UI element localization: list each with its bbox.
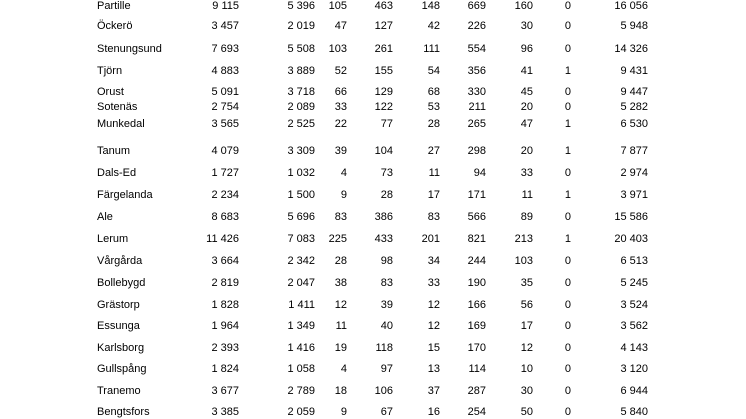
value-cell: 105 xyxy=(328,0,347,12)
value-cell: 11 xyxy=(428,167,440,179)
value-cell: 566 xyxy=(467,211,486,223)
value-cell: 5 696 xyxy=(287,211,315,223)
value-cell: 38 xyxy=(334,277,347,289)
municipality-name: Partille xyxy=(97,0,131,12)
value-cell: 12 xyxy=(334,299,347,311)
value-cell: 2 525 xyxy=(287,118,315,130)
table-row xyxy=(0,117,746,131)
value-cell: 1 xyxy=(564,118,571,130)
value-cell: 6 944 xyxy=(620,385,648,397)
value-cell: 5 245 xyxy=(620,277,648,289)
municipality-name: Ale xyxy=(97,211,113,223)
municipality-name: Tranemo xyxy=(97,385,141,397)
value-cell: 17 xyxy=(427,189,440,201)
value-cell: 244 xyxy=(467,255,486,267)
value-cell: 2 789 xyxy=(287,385,315,397)
value-cell: 16 056 xyxy=(614,0,648,12)
value-cell: 265 xyxy=(467,118,486,130)
value-cell: 5 396 xyxy=(287,0,315,12)
value-cell: 213 xyxy=(514,233,533,245)
value-cell: 9 xyxy=(340,189,347,201)
value-cell: 3 565 xyxy=(211,118,239,130)
value-cell: 0 xyxy=(564,20,571,32)
value-cell: 2 754 xyxy=(211,101,239,113)
value-cell: 13 xyxy=(427,363,440,375)
value-cell: 5 948 xyxy=(620,20,648,32)
value-cell: 73 xyxy=(380,167,393,179)
value-cell: 5 091 xyxy=(211,86,239,98)
table-row xyxy=(0,144,746,158)
value-cell: 463 xyxy=(374,0,393,12)
value-cell: 201 xyxy=(421,233,440,245)
municipality-name: Essunga xyxy=(97,320,140,332)
value-cell: 37 xyxy=(427,385,440,397)
value-cell: 96 xyxy=(520,43,533,55)
municipality-name: Dals-Ed xyxy=(97,167,137,179)
value-cell: 148 xyxy=(421,0,440,12)
table-row xyxy=(0,188,746,202)
value-cell: 2 089 xyxy=(287,101,315,113)
value-cell: 28 xyxy=(334,255,347,267)
value-cell: 47 xyxy=(334,20,347,32)
value-cell: 39 xyxy=(334,145,347,157)
value-cell: 3 457 xyxy=(211,20,239,32)
value-cell: 5 508 xyxy=(287,43,315,55)
value-cell: 111 xyxy=(423,43,440,55)
value-cell: 34 xyxy=(427,255,440,267)
table-row xyxy=(0,319,746,333)
value-cell: 39 xyxy=(380,299,393,311)
value-cell: 42 xyxy=(427,20,440,32)
municipality-name: Orust xyxy=(97,86,124,98)
value-cell: 28 xyxy=(380,189,393,201)
municipality-name: Tjörn xyxy=(97,65,123,77)
value-cell: 28 xyxy=(427,118,440,130)
value-cell: 166 xyxy=(467,299,486,311)
value-cell: 225 xyxy=(328,233,347,245)
value-cell: 17 xyxy=(520,320,533,332)
table-row xyxy=(0,100,746,114)
municipality-name: Öckerö xyxy=(97,20,133,32)
value-cell: 0 xyxy=(564,0,571,12)
value-cell: 54 xyxy=(427,65,440,77)
value-cell: 4 xyxy=(340,167,347,179)
value-cell: 226 xyxy=(467,20,486,32)
value-cell: 1 411 xyxy=(288,299,315,311)
value-cell: 11 xyxy=(521,189,533,201)
value-cell: 3 889 xyxy=(287,65,315,77)
value-cell: 0 xyxy=(564,211,571,223)
value-cell: 2 234 xyxy=(211,189,239,201)
value-cell: 33 xyxy=(520,167,533,179)
value-cell: 35 xyxy=(520,277,533,289)
value-cell: 4 079 xyxy=(211,145,239,157)
value-cell: 298 xyxy=(467,145,486,157)
value-cell: 1 032 xyxy=(287,167,315,179)
value-cell: 821 xyxy=(467,233,486,245)
value-cell: 2 974 xyxy=(620,167,648,179)
municipality-name: Gullspång xyxy=(97,363,147,375)
value-cell: 261 xyxy=(374,43,393,55)
value-cell: 2 342 xyxy=(287,255,315,267)
table-row xyxy=(0,405,746,419)
value-cell: 52 xyxy=(334,65,347,77)
value-cell: 77 xyxy=(380,118,393,130)
value-cell: 53 xyxy=(427,101,440,113)
value-cell: 160 xyxy=(514,0,533,12)
value-cell: 1 058 xyxy=(287,363,315,375)
value-cell: 11 426 xyxy=(206,233,239,245)
value-cell: 16 xyxy=(427,406,440,418)
value-cell: 114 xyxy=(468,363,486,375)
table-row xyxy=(0,254,746,268)
municipality-name: Stenungsund xyxy=(97,43,162,55)
value-cell: 118 xyxy=(375,342,393,354)
value-cell: 0 xyxy=(564,277,571,289)
value-cell: 170 xyxy=(467,342,486,354)
value-cell: 386 xyxy=(374,211,393,223)
table-row xyxy=(0,0,746,13)
value-cell: 2 393 xyxy=(211,342,239,354)
table-row xyxy=(0,64,746,78)
value-cell: 47 xyxy=(520,118,533,130)
value-cell: 19 xyxy=(334,342,347,354)
value-cell: 103 xyxy=(328,43,347,55)
value-cell: 1 xyxy=(564,145,571,157)
table-row xyxy=(0,232,746,246)
value-cell: 1 xyxy=(564,189,571,201)
municipality-name: Bollebygd xyxy=(97,277,146,289)
value-cell: 12 xyxy=(427,299,440,311)
value-cell: 0 xyxy=(564,43,571,55)
municipality-name: Vårgårda xyxy=(97,255,143,267)
value-cell: 9 115 xyxy=(212,0,239,12)
value-cell: 0 xyxy=(564,101,571,113)
municipality-name: Lerum xyxy=(97,233,129,245)
value-cell: 56 xyxy=(520,299,533,311)
value-cell: 2 059 xyxy=(287,406,315,418)
value-cell: 9 xyxy=(340,406,347,418)
table-row xyxy=(0,298,746,312)
value-cell: 1 500 xyxy=(287,189,315,201)
value-cell: 1 416 xyxy=(287,342,315,354)
table-row xyxy=(0,85,746,99)
value-cell: 3 971 xyxy=(620,189,648,201)
value-cell: 33 xyxy=(334,101,347,113)
value-cell: 3 677 xyxy=(211,385,239,397)
value-cell: 1 964 xyxy=(211,320,239,332)
value-cell: 45 xyxy=(520,86,533,98)
value-cell: 6 513 xyxy=(620,255,648,267)
value-cell: 1 xyxy=(564,65,571,77)
value-cell: 3 664 xyxy=(211,255,239,267)
value-cell: 30 xyxy=(520,385,533,397)
value-cell: 254 xyxy=(467,406,486,418)
value-cell: 83 xyxy=(427,211,440,223)
value-cell: 330 xyxy=(467,86,486,98)
value-cell: 14 326 xyxy=(614,43,648,55)
value-cell: 169 xyxy=(467,320,486,332)
value-cell: 18 xyxy=(334,385,347,397)
value-cell: 0 xyxy=(564,167,571,179)
value-cell: 50 xyxy=(520,406,533,418)
value-cell: 2 047 xyxy=(287,277,315,289)
value-cell: 127 xyxy=(374,20,393,32)
value-cell: 15 586 xyxy=(614,211,648,223)
table-row xyxy=(0,210,746,224)
value-cell: 554 xyxy=(467,43,486,55)
value-cell: 9 431 xyxy=(620,65,648,77)
municipality-name: Karlsborg xyxy=(97,342,145,354)
value-cell: 433 xyxy=(374,233,393,245)
value-cell: 1 727 xyxy=(211,167,239,179)
table-row xyxy=(0,19,746,33)
value-cell: 190 xyxy=(467,277,486,289)
value-cell: 20 xyxy=(520,101,533,113)
value-cell: 287 xyxy=(467,385,486,397)
value-cell: 0 xyxy=(564,342,571,354)
municipality-name: Tanum xyxy=(97,145,131,157)
value-cell: 33 xyxy=(427,277,440,289)
value-cell: 40 xyxy=(380,320,393,332)
value-cell: 7 877 xyxy=(620,145,648,157)
value-cell: 122 xyxy=(374,101,393,113)
value-cell: 7 083 xyxy=(287,233,315,245)
value-cell: 12 xyxy=(520,342,533,354)
value-cell: 83 xyxy=(380,277,393,289)
value-cell: 15 xyxy=(427,342,440,354)
value-cell: 4 883 xyxy=(211,65,239,77)
value-cell: 1 824 xyxy=(211,363,239,375)
value-cell: 68 xyxy=(427,86,440,98)
value-cell: 103 xyxy=(514,255,533,267)
value-cell: 1 xyxy=(564,233,571,245)
value-cell: 20 403 xyxy=(614,233,648,245)
value-cell: 41 xyxy=(520,65,533,77)
value-cell: 7 693 xyxy=(211,43,239,55)
value-cell: 5 282 xyxy=(620,101,648,113)
value-cell: 104 xyxy=(374,145,393,157)
value-cell: 97 xyxy=(380,363,393,375)
value-cell: 0 xyxy=(564,363,571,375)
municipality-name: Munkedal xyxy=(97,118,145,130)
table-row xyxy=(0,166,746,180)
value-cell: 3 562 xyxy=(620,320,648,332)
value-cell: 0 xyxy=(564,320,571,332)
value-cell: 30 xyxy=(520,20,533,32)
table-row xyxy=(0,341,746,355)
value-cell: 5 840 xyxy=(620,406,648,418)
value-cell: 66 xyxy=(334,86,347,98)
municipality-name: Sotenäs xyxy=(97,101,138,113)
table-row xyxy=(0,384,746,398)
value-cell: 3 524 xyxy=(620,299,648,311)
value-cell: 11 xyxy=(335,320,347,332)
table-row xyxy=(0,276,746,290)
value-cell: 4 xyxy=(340,363,347,375)
value-cell: 22 xyxy=(334,118,347,130)
municipality-name: Färgelanda xyxy=(97,189,153,201)
value-cell: 83 xyxy=(334,211,347,223)
table-row xyxy=(0,42,746,56)
value-cell: 3 718 xyxy=(287,86,315,98)
value-cell: 9 447 xyxy=(620,86,648,98)
value-cell: 20 xyxy=(520,145,533,157)
table-row xyxy=(0,362,746,376)
value-cell: 129 xyxy=(374,86,393,98)
value-cell: 12 xyxy=(427,320,440,332)
value-cell: 171 xyxy=(467,189,486,201)
value-cell: 0 xyxy=(564,385,571,397)
value-cell: 2 819 xyxy=(211,277,239,289)
value-cell: 106 xyxy=(374,385,393,397)
value-cell: 3 120 xyxy=(620,363,648,375)
value-cell: 27 xyxy=(427,145,440,157)
value-cell: 98 xyxy=(380,255,393,267)
municipality-name: Grästorp xyxy=(97,299,140,311)
value-cell: 67 xyxy=(380,406,393,418)
value-cell: 155 xyxy=(374,65,393,77)
value-cell: 8 683 xyxy=(211,211,239,223)
value-cell: 356 xyxy=(467,65,486,77)
value-cell: 94 xyxy=(473,167,486,179)
municipality-name: Bengtsfors xyxy=(97,406,150,418)
value-cell: 4 143 xyxy=(620,342,648,354)
value-cell: 669 xyxy=(467,0,486,12)
value-cell: 89 xyxy=(520,211,533,223)
value-cell: 10 xyxy=(520,363,533,375)
value-cell: 211 xyxy=(468,101,486,113)
value-cell: 2 019 xyxy=(287,20,315,32)
value-cell: 0 xyxy=(564,406,571,418)
value-cell: 3 385 xyxy=(211,406,239,418)
value-cell: 0 xyxy=(564,255,571,267)
value-cell: 0 xyxy=(564,299,571,311)
value-cell: 1 828 xyxy=(211,299,239,311)
value-cell: 6 530 xyxy=(620,118,648,130)
value-cell: 1 349 xyxy=(287,320,315,332)
value-cell: 3 309 xyxy=(287,145,315,157)
value-cell: 0 xyxy=(564,86,571,98)
